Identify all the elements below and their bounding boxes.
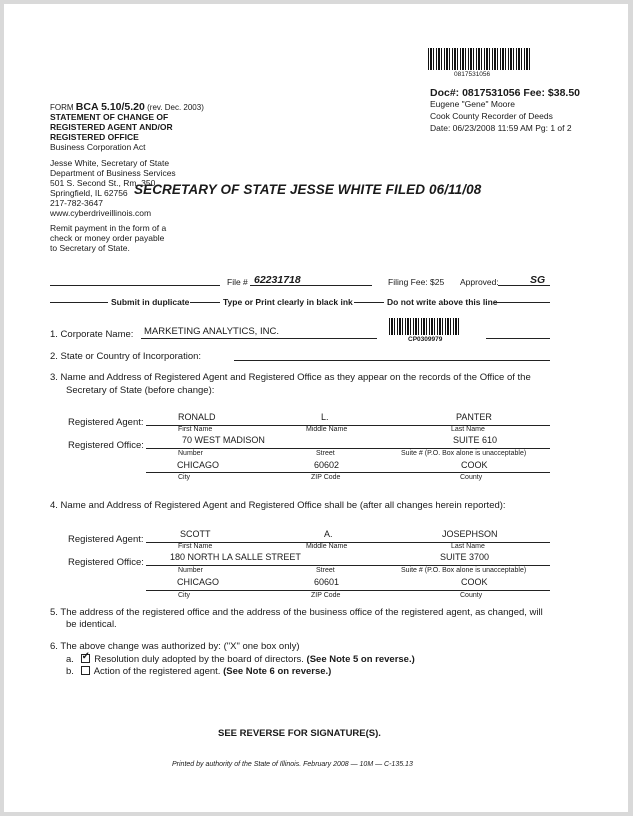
item6-a-prefix: a. (66, 654, 74, 665)
item3-first-name: RONALD (178, 412, 216, 422)
file-number: 62231718 (254, 274, 301, 286)
item3-office-label: Registered Office: (68, 440, 144, 451)
cap4-suite: Suite # (P.O. Box alone is unacceptable) (401, 567, 527, 574)
item5-line-1: 5. The address of the registered office and the address of the business office of the registered agent, as changed, will (50, 607, 543, 618)
instr-rule-4 (494, 302, 550, 303)
item6-b-note: (See Note 6 on reverse.) (223, 666, 332, 677)
checkbox-a[interactable] (81, 651, 90, 663)
form-number: BCA 5.10/5.20 (75, 101, 145, 113)
item3-number: 70 WEST MADISON (182, 435, 265, 445)
form-act: Business Corporation Act (50, 142, 146, 152)
recorder-barcode (428, 48, 530, 70)
barcode-number: 0817531056 (454, 71, 491, 78)
form-page (4, 4, 628, 812)
approved-label: Approved: (460, 277, 499, 287)
item3-city: CHICAGO (177, 460, 220, 470)
cap-city: City (178, 474, 191, 481)
item3-agent-label: Registered Agent: (68, 417, 144, 428)
item4-agent-label: Registered Agent: (68, 534, 144, 545)
cap-number: Number (178, 450, 203, 457)
check-mark-icon: ✓ (81, 651, 90, 662)
item6-b-prefix: b. (66, 666, 74, 677)
sos-line-1: Jesse White, Secretary of State (50, 158, 170, 168)
item3-text-1: 3. Name and Address of Registered Agent and Registered Office as they appear on the records of the Office of the (50, 372, 531, 383)
instr-rule-3 (354, 302, 384, 303)
item4-city: CHICAGO (177, 577, 220, 587)
cap-suite: Suite # (P.O. Box alone is unacceptable) (401, 450, 527, 457)
item4-middle-name: A. (324, 529, 333, 539)
checkbox-b[interactable] (81, 666, 90, 675)
item3-city-rule (146, 472, 550, 473)
cap-zip: ZIP Code (311, 474, 341, 481)
cap-street: Street (316, 450, 335, 457)
corporate-name: MARKETING ANALYTICS, INC. (144, 326, 279, 337)
item3-county: COOK (461, 460, 488, 470)
item6-a-note: (See Note 5 on reverse.) (306, 654, 415, 665)
item6-a-text: Resolution duly adopted by the board of directors. (94, 654, 304, 665)
instr-type-print: Type or Print clearly in black ink (223, 297, 353, 307)
cap-middle-name: Middle Name (306, 426, 348, 433)
item4-office-label: Registered Office: (68, 557, 144, 568)
item3-middle-name: L. (321, 412, 329, 422)
file-number-rule (250, 285, 372, 286)
item6-option-a (66, 651, 415, 665)
instr-duplicate: Submit in duplicate (111, 297, 190, 307)
cap4-county: County (460, 592, 483, 599)
instr-rule-2 (190, 302, 220, 303)
cap4-middle-name: Middle Name (306, 543, 348, 550)
sos-line-2: Department of Business Services (50, 168, 176, 178)
item3-zip: 60602 (314, 460, 340, 470)
cap4-first-name: First Name (178, 543, 213, 550)
remit-line-1: Remit payment in the form of a (50, 223, 167, 233)
item3-text-2: Secretary of State (before change): (66, 385, 215, 396)
cap4-zip: ZIP Code (311, 592, 341, 599)
cap-first-name: First Name (178, 426, 213, 433)
item1-label: 1. Corporate Name: (50, 329, 134, 340)
remit-line-2: check or money order payable (50, 233, 165, 243)
form-title-1: STATEMENT OF CHANGE OF (50, 112, 169, 122)
item6-intro: 6. The above change was authorized by: ("X" one box only) (50, 641, 300, 652)
sos-website: www.cyberdriveillinois.com (50, 208, 152, 218)
cap-last-name: Last Name (451, 426, 485, 433)
form-prefix: FORM (50, 103, 74, 112)
item6-option-b (66, 666, 331, 677)
cap4-number: Number (178, 567, 203, 574)
see-reverse: SEE REVERSE FOR SIGNATURE(S). (218, 728, 381, 739)
file-row-rule-left (50, 285, 220, 286)
item4-office-rule (146, 565, 550, 566)
filing-barcode (389, 318, 461, 335)
cap4-street: Street (316, 567, 335, 574)
cap4-city: City (178, 592, 191, 599)
doc-fee-line: Doc#: 0817531056 Fee: $38.50 (430, 87, 581, 99)
item6-b-text: Action of the registered agent. (93, 666, 221, 677)
item1-rule-right (486, 338, 550, 339)
sos-line-5: 217-782-3647 (50, 198, 103, 208)
form-title-3: REGISTERED OFFICE (50, 132, 139, 142)
form-rev: (rev. Dec. 2003) (147, 103, 204, 112)
item3-office-rule (146, 448, 550, 449)
recorder-name: Eugene "Gene" Moore (430, 99, 515, 109)
corporate-name-rule (141, 338, 377, 339)
item2-label: 2. State or Country of Incorporation: (50, 351, 202, 362)
item4-city-rule (146, 590, 550, 591)
filing-fee: Filing Fee: $25 (388, 277, 445, 287)
item4-text: 4. Name and Address of Registered Agent and Registered Office shall be (after all changes herein reported): (50, 500, 506, 511)
approved-initials: SG (530, 274, 546, 286)
item4-suite: SUITE 3700 (440, 552, 490, 562)
remit-line-3: to Secretary of State. (50, 243, 130, 253)
state-incorp-rule (234, 360, 550, 361)
instr-do-not-write: Do not write above this line (387, 297, 498, 307)
item4-county: COOK (461, 577, 488, 587)
item4-number: 180 NORTH LA SALLE STREET (170, 552, 301, 562)
recorder-office: Cook County Recorder of Deeds (430, 111, 553, 121)
item5-line-2: be identical. (66, 619, 117, 630)
footer-note: Printed by authority of the State of Illinois. February 2008 — 10M — C-135.13 (172, 761, 413, 768)
file-label: File # (227, 277, 248, 287)
item4-first-name: SCOTT (180, 529, 211, 539)
sos-line-3: 501 S. Second St., Rm. 350 (50, 178, 156, 188)
filed-stamp: SECRETARY OF STATE JESSE WHITE FILED 06/11/08 (134, 182, 482, 197)
item4-zip: 60601 (314, 577, 340, 587)
cap-county: County (460, 474, 483, 481)
filing-barcode-code: CP0309979 (408, 336, 443, 343)
cap4-last-name: Last Name (451, 543, 485, 550)
sos-line-4: Springfield, IL 62756 (50, 188, 128, 198)
item3-last-name: PANTER (456, 412, 492, 422)
item4-last-name: JOSEPHSON (442, 529, 498, 539)
item3-suite: SUITE 610 (453, 435, 498, 445)
recorder-date: Date: 06/23/2008 11:59 AM Pg: 1 of 2 (430, 123, 572, 133)
form-title-2: REGISTERED AGENT AND/OR (50, 122, 173, 132)
instr-rule-1 (50, 302, 108, 303)
